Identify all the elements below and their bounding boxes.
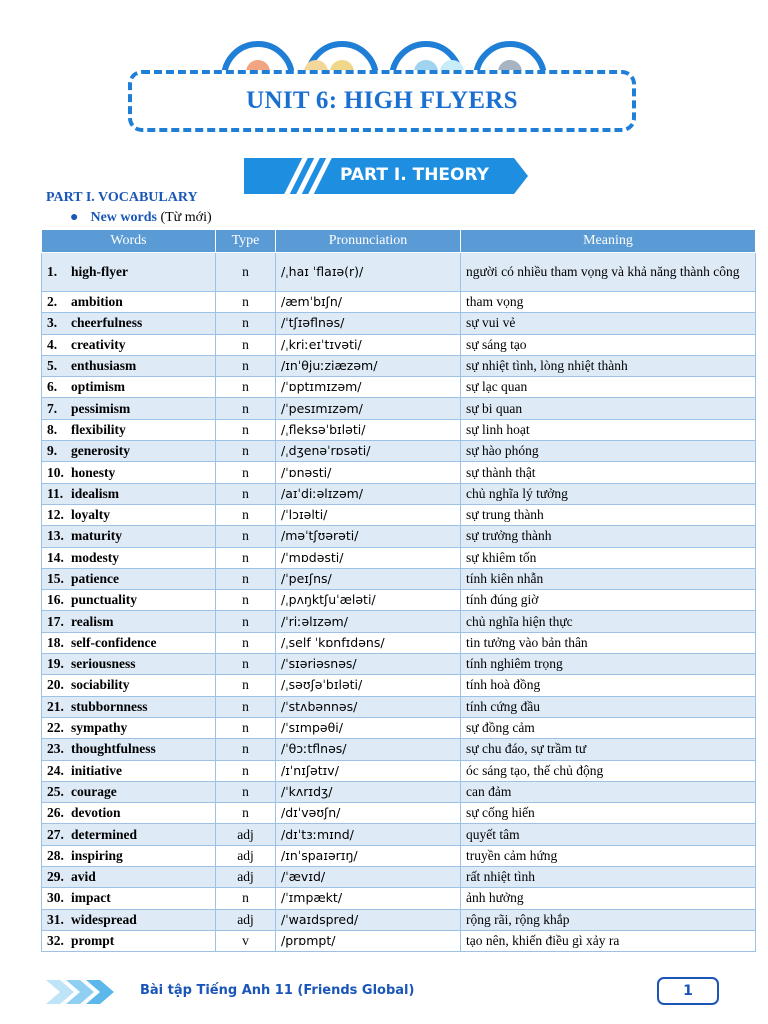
word-text: determined [71,826,137,842]
word-cell [42,909,216,930]
type-cell: n [216,526,276,547]
pronunciation-cell: /ˌpʌŋktʃuˈæləti/ [276,590,461,611]
meaning-cell: sự cống hiến [461,803,756,824]
row-number: 20. [47,677,64,693]
type-cell: adj [216,867,276,888]
meaning-cell: sự bi quan [461,398,756,419]
pronunciation-cell: /ˈpesɪmɪzəm/ [276,398,461,419]
word-text: generosity [71,443,130,459]
row-number: 24. [47,762,64,778]
meaning-cell: óc sáng tạo, thế chủ động [461,760,756,781]
meaning-cell: can đảm [461,781,756,802]
row-number: 12. [47,507,64,523]
table-row [42,824,756,845]
row-number: 6. [47,379,58,395]
arrows-icon [46,978,126,1006]
row-number: 1. [47,264,58,279]
pronunciation-cell: /ˈævɪd/ [276,867,461,888]
page-title: UNIT 6: HIGH FLYERS [246,87,518,114]
word-cell [42,867,216,888]
table-row [42,845,756,866]
type-cell: n [216,253,276,292]
pronunciation-cell: /ˈstʌbənnəs/ [276,696,461,717]
word-cell [42,334,216,355]
word-text: avid [71,869,96,885]
table-row [42,675,756,696]
pronunciation-cell: /aɪˈdiːəlɪzəm/ [276,483,461,504]
word-text: impact [71,890,111,906]
row-number: 14. [47,549,64,565]
type-cell: n [216,355,276,376]
type-cell: adj [216,845,276,866]
type-cell: n [216,675,276,696]
part-banner-label: PART I. THEORY [340,165,489,185]
word-text: realism [71,613,114,629]
meaning-cell: rất nhiệt tình [461,867,756,888]
table-row [42,292,756,313]
type-cell: v [216,930,276,951]
row-number: 11. [47,485,64,501]
row-number: 23. [47,741,64,757]
table-row [42,654,756,675]
pronunciation-cell: /ɪˈnɪʃətɪv/ [276,760,461,781]
meaning-cell: tin tưởng vào bản thân [461,632,756,653]
pronunciation-cell: /ˌkriːeɪˈtɪvəti/ [276,334,461,355]
subsection-title: New words [90,210,157,225]
word-text: patience [71,571,119,586]
type-cell: n [216,717,276,738]
row-number: 22. [47,720,64,736]
type-cell: n [216,419,276,440]
type-cell: adj [216,909,276,930]
meaning-cell: ảnh hưởng [461,888,756,909]
meaning-cell: sự khiêm tốn [461,547,756,568]
type-cell: n [216,568,276,589]
word-cell [42,654,216,675]
word-cell [42,355,216,376]
row-number: 28. [47,847,64,863]
meaning-cell: chủ nghĩa hiện thực [461,611,756,632]
pronunciation-cell: /ˈtʃɪəflnəs/ [276,313,461,334]
word-cell [42,526,216,547]
type-cell: n [216,590,276,611]
table-row [42,909,756,930]
type-cell: n [216,441,276,462]
word-text: widespread [71,911,137,927]
word-cell [42,739,216,760]
table-row [42,355,756,376]
meaning-cell: chủ nghĩa lý tưởng [461,483,756,504]
meaning-cell: tính hoà đồng [461,675,756,696]
word-cell [42,611,216,632]
table-body [42,253,756,952]
pronunciation-cell: /ˌfleksəˈbɪləti/ [276,419,461,440]
type-cell: n [216,313,276,334]
word-text: devotion [71,805,121,821]
row-number: 4. [47,336,58,352]
table-row [42,867,756,888]
table-row [42,253,756,292]
word-text: modesty [71,549,119,565]
pronunciation-cell: /ɪnˈθjuːziæzəm/ [276,355,461,376]
meaning-cell: tham vọng [461,292,756,313]
type-cell: n [216,611,276,632]
pronunciation-cell: /ˈpeɪʃns/ [276,568,461,589]
word-text: honesty [71,464,116,480]
row-number: 30. [47,890,64,906]
pronunciation-cell: /ˈkʌrɪdʒ/ [276,781,461,802]
table-row [42,760,756,781]
table-row [42,334,756,355]
row-number: 15. [47,571,64,586]
word-cell [42,568,216,589]
subsection-note: (Từ mới) [156,210,212,225]
word-cell [42,398,216,419]
word-cell [42,590,216,611]
row-number: 9. [47,443,58,459]
type-cell: n [216,760,276,781]
row-number: 18. [47,634,64,650]
meaning-cell: sự trung thành [461,504,756,525]
word-text: maturity [71,528,122,544]
word-text: pessimism [71,400,131,416]
meaning-cell: tính kiên nhẫn [461,568,756,589]
row-number: 19. [47,656,64,672]
table-row [42,568,756,589]
word-cell [42,760,216,781]
section-title: PART I. VOCABULARY [46,190,198,205]
word-cell [42,504,216,525]
table-row [42,483,756,504]
type-cell: n [216,781,276,802]
word-text: high-flyer [71,264,128,279]
table-row [42,419,756,440]
table-row [42,462,756,483]
pronunciation-cell: /ˈsɪəriəsnəs/ [276,654,461,675]
header-words: Words [42,230,216,253]
type-cell: n [216,696,276,717]
meaning-cell: người có nhiều tham vọng và khả năng thành công [461,253,756,292]
header-pronunciation: Pronunciation [276,230,461,253]
word-cell [42,292,216,313]
header-type: Type [216,230,276,253]
type-cell: n [216,547,276,568]
word-cell [42,632,216,653]
row-number: 29. [47,869,64,885]
pronunciation-cell: /ˈɒptɪmɪzəm/ [276,377,461,398]
row-number: 26. [47,805,64,821]
table-row [42,717,756,738]
word-text: optimism [71,379,125,395]
pronunciation-cell: /dɪˈvəʊʃn/ [276,803,461,824]
pronunciation-cell: /ˈwaɪdspred/ [276,909,461,930]
meaning-cell: sự vui vẻ [461,313,756,334]
word-text: initiative [71,762,122,778]
table-row [42,377,756,398]
row-number: 7. [47,400,58,416]
page-number: 1 [657,977,719,1005]
word-text: punctuality [71,592,138,608]
word-cell [42,253,216,292]
table-row [42,547,756,568]
pronunciation-cell: /ˈɪmpækt/ [276,888,461,909]
row-number: 2. [47,294,58,310]
bullet-icon: ● [70,210,79,225]
word-text: inspiring [71,847,123,863]
type-cell: n [216,632,276,653]
meaning-cell: sự hào phóng [461,441,756,462]
type-cell: n [216,483,276,504]
row-number: 5. [47,358,58,374]
pronunciation-cell: /ˈɒnəsti/ [276,462,461,483]
word-cell [42,675,216,696]
word-text: prompt [71,933,115,949]
type-cell: n [216,398,276,419]
pronunciation-cell: /ɪnˈspaɪərɪŋ/ [276,845,461,866]
word-text: loyalty [71,507,110,523]
word-text: idealism [71,485,120,501]
meaning-cell: tính cứng đầu [461,696,756,717]
type-cell: n [216,462,276,483]
table-row [42,632,756,653]
word-text: seriousness [71,656,136,672]
pronunciation-cell: /æmˈbɪʃn/ [276,292,461,313]
pronunciation-cell: /ˌsəʊʃəˈbɪləti/ [276,675,461,696]
meaning-cell: truyền cảm hứng [461,845,756,866]
meaning-cell: tạo nên, khiến điều gì xảy ra [461,930,756,951]
type-cell: n [216,654,276,675]
word-cell [42,803,216,824]
row-number: 10. [47,464,64,480]
meaning-cell: sự đồng cảm [461,717,756,738]
word-text: thoughtfulness [71,741,156,757]
type-cell: n [216,888,276,909]
table-row [42,739,756,760]
word-cell [42,845,216,866]
type-cell: n [216,803,276,824]
word-cell [42,377,216,398]
table-row [42,803,756,824]
word-cell [42,930,216,951]
type-cell: adj [216,824,276,845]
type-cell: n [216,739,276,760]
word-text: enthusiasm [71,358,137,374]
word-cell [42,547,216,568]
row-number: 13. [47,528,64,544]
word-cell [42,696,216,717]
title-box [128,70,636,132]
meaning-cell: sự thành thật [461,462,756,483]
row-number: 27. [47,826,64,842]
table-header-row [42,230,756,253]
type-cell: n [216,334,276,355]
pronunciation-cell: /ˌhaɪ ˈflaɪə(r)/ [276,253,461,292]
word-cell [42,824,216,845]
type-cell: n [216,377,276,398]
meaning-cell: sự linh hoạt [461,419,756,440]
word-text: flexibility [71,421,126,437]
row-number: 17. [47,613,64,629]
table-row [42,930,756,951]
pronunciation-cell: /ˌself ˈkɒnfɪdəns/ [276,632,461,653]
meaning-cell: sự trưởng thành [461,526,756,547]
word-cell [42,441,216,462]
meaning-cell: quyết tâm [461,824,756,845]
word-cell [42,483,216,504]
type-cell: n [216,292,276,313]
meaning-cell: tính nghiêm trọng [461,654,756,675]
meaning-cell: sự sáng tạo [461,334,756,355]
pronunciation-cell: /ˈriːəlɪzəm/ [276,611,461,632]
word-text: sympathy [71,720,128,736]
table-row [42,504,756,525]
vocabulary-table [41,229,756,952]
word-text: courage [71,783,117,799]
footer-book-title: Bài tập Tiếng Anh 11 (Friends Global) [140,983,415,998]
pronunciation-cell: /məˈtʃʊərəti/ [276,526,461,547]
word-cell [42,717,216,738]
pronunciation-cell: /prɒmpt/ [276,930,461,951]
row-number: 21. [47,698,64,714]
pronunciation-cell: /ˈmɒdəsti/ [276,547,461,568]
word-text: creativity [71,336,126,352]
meaning-cell: rộng rãi, rộng khắp [461,909,756,930]
meaning-cell: sự lạc quan [461,377,756,398]
row-number: 16. [47,592,64,608]
row-number: 8. [47,421,58,437]
pronunciation-cell: /ˈθɔːtflnəs/ [276,739,461,760]
subsection-line [70,210,212,226]
header-meaning: Meaning [461,230,756,253]
pronunciation-cell: /ˈlɔɪəlti/ [276,504,461,525]
word-cell [42,313,216,334]
row-number: 25. [47,783,64,799]
table-row [42,696,756,717]
row-number: 32. [47,933,64,949]
word-cell [42,462,216,483]
pronunciation-cell: /dɪˈtɜːmɪnd/ [276,824,461,845]
row-number: 31. [47,911,64,927]
meaning-cell: sự nhiệt tình, lòng nhiệt thành [461,355,756,376]
row-number: 3. [47,315,58,331]
table-row [42,441,756,462]
pronunciation-cell: /ˈsɪmpəθi/ [276,717,461,738]
table-row [42,526,756,547]
meaning-cell: tính đúng giờ [461,590,756,611]
word-cell [42,419,216,440]
word-text: self-confidence [71,634,157,650]
word-text: cheerfulness [71,315,143,331]
table-row [42,888,756,909]
meaning-cell: sự chu đáo, sự trầm tư [461,739,756,760]
pronunciation-cell: /ˌdʒenəˈrɒsəti/ [276,441,461,462]
table-row [42,398,756,419]
word-text: sociability [71,677,130,693]
word-text: stubbornness [71,698,148,714]
table-row [42,590,756,611]
type-cell: n [216,504,276,525]
word-cell [42,888,216,909]
word-cell [42,781,216,802]
word-text: ambition [71,294,123,310]
table-row [42,313,756,334]
table-row [42,781,756,802]
table-row [42,611,756,632]
